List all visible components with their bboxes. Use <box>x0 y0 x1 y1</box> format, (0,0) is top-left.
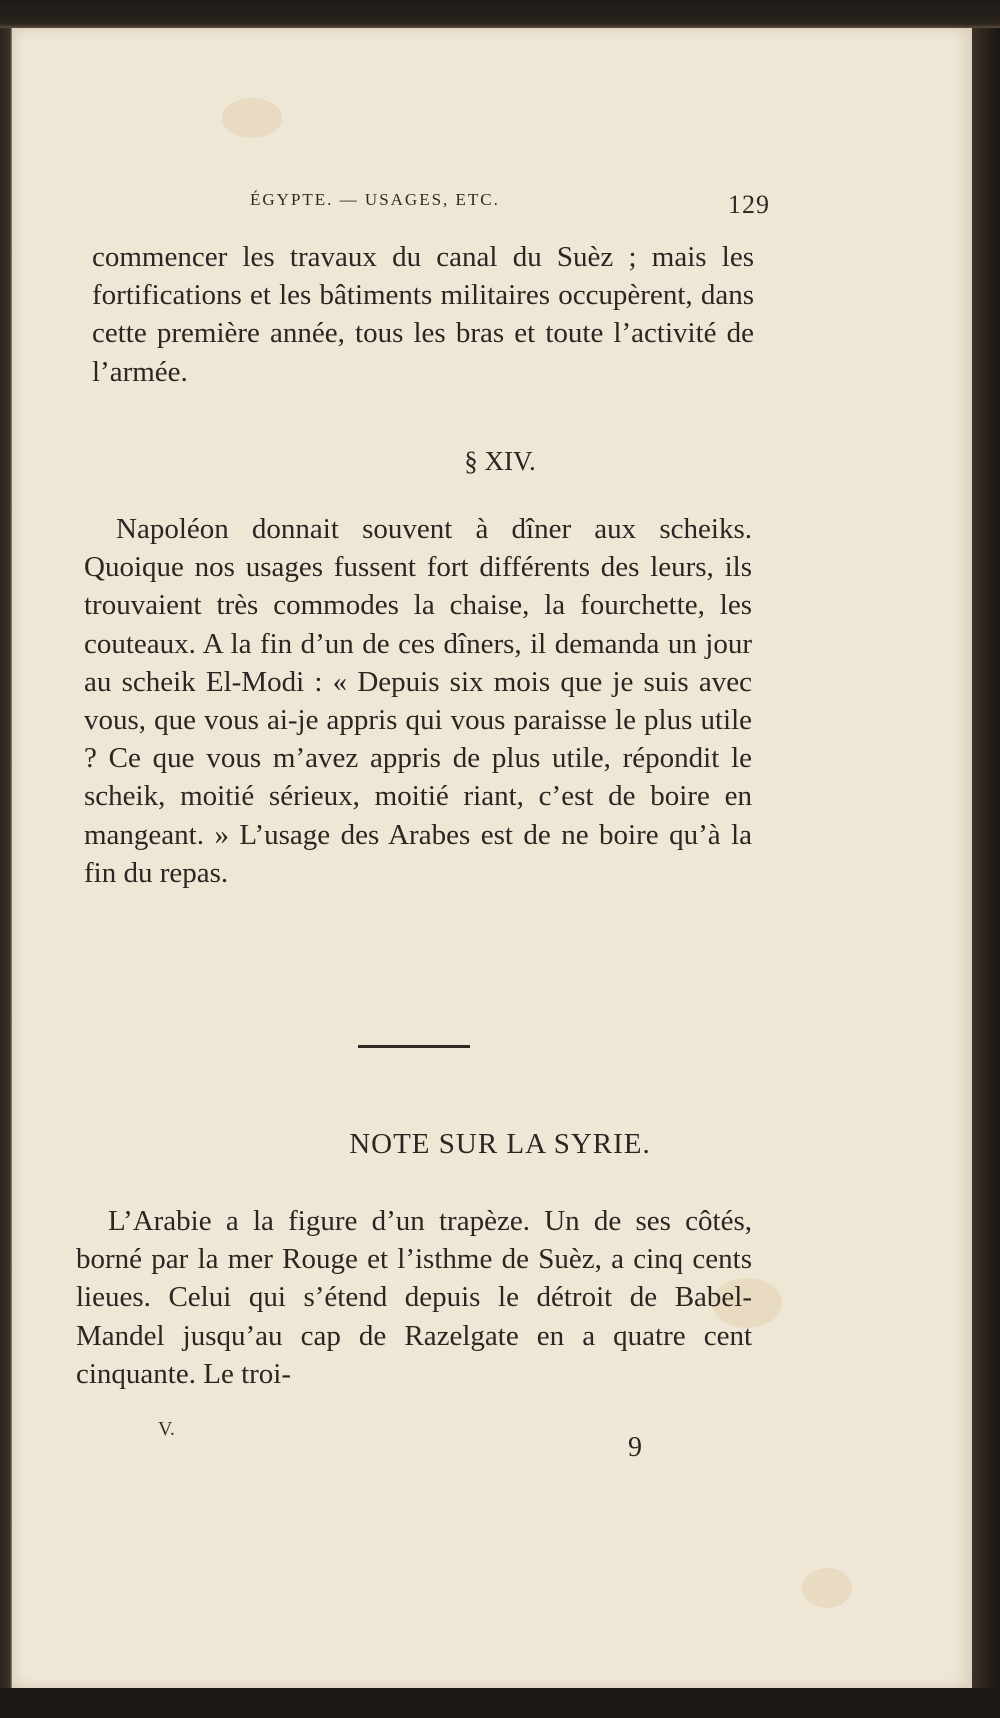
bottom-binding-edge <box>0 1688 1000 1718</box>
page-number: 129 <box>728 190 770 219</box>
note-paragraph <box>76 1202 752 1393</box>
section-text: Napoléon donnait souvent à dîner aux scheiks. Quoique nos usages fussent fort différents des leurs, ils trouvaient très commodes la chaise, la fourchette, les couteaux. A la fin d’un de ces dîners, il demanda un jour au scheik El-Modi : « Depuis six mois que je suis avec vous, que vous ai-je appris qui vous paraisse le plus utile ? Ce que vous m’avez appris de plus utile, répondit le scheik, moitié sérieux, moitié riant, c’est de boire en mangeant. » L’usage des Arabes est de ne boire qu’à la fin du repas. <box>84 513 752 889</box>
continuation-paragraph <box>92 238 754 391</box>
note-title: NOTE SUR LA SYRIE. <box>349 1128 651 1160</box>
signature-mark: V. <box>158 1418 175 1440</box>
signature-number: 9 <box>628 1432 642 1463</box>
paper-stain <box>222 98 282 138</box>
continuation-text: commencer les travaux du canal du Suèz ; mais les fortifications et les bâtiments militaires occupèrent, dans cette première année, tous les bras et toute l’activité de l’armée. <box>92 241 754 388</box>
running-header <box>250 190 770 219</box>
running-title: ÉGYPTE. — USAGES, ETC. <box>250 190 500 209</box>
paper-stain <box>802 1568 852 1608</box>
top-binding-edge <box>0 0 1000 28</box>
section-divider-rule <box>358 1045 470 1048</box>
section-heading: § XIV. <box>464 446 536 476</box>
note-text: L’Arabie a la figure d’un trapèze. Un de ses côtés, borné par la mer Rouge et l’isthme de Suèz, a cinq cents lieues. Celui qui s’étend depuis le détroit de Babel-Mandel jusqu’au cap de Razelgate en a quatre cent cinquante. Le troi- <box>76 1205 752 1390</box>
section-paragraph <box>84 510 752 892</box>
